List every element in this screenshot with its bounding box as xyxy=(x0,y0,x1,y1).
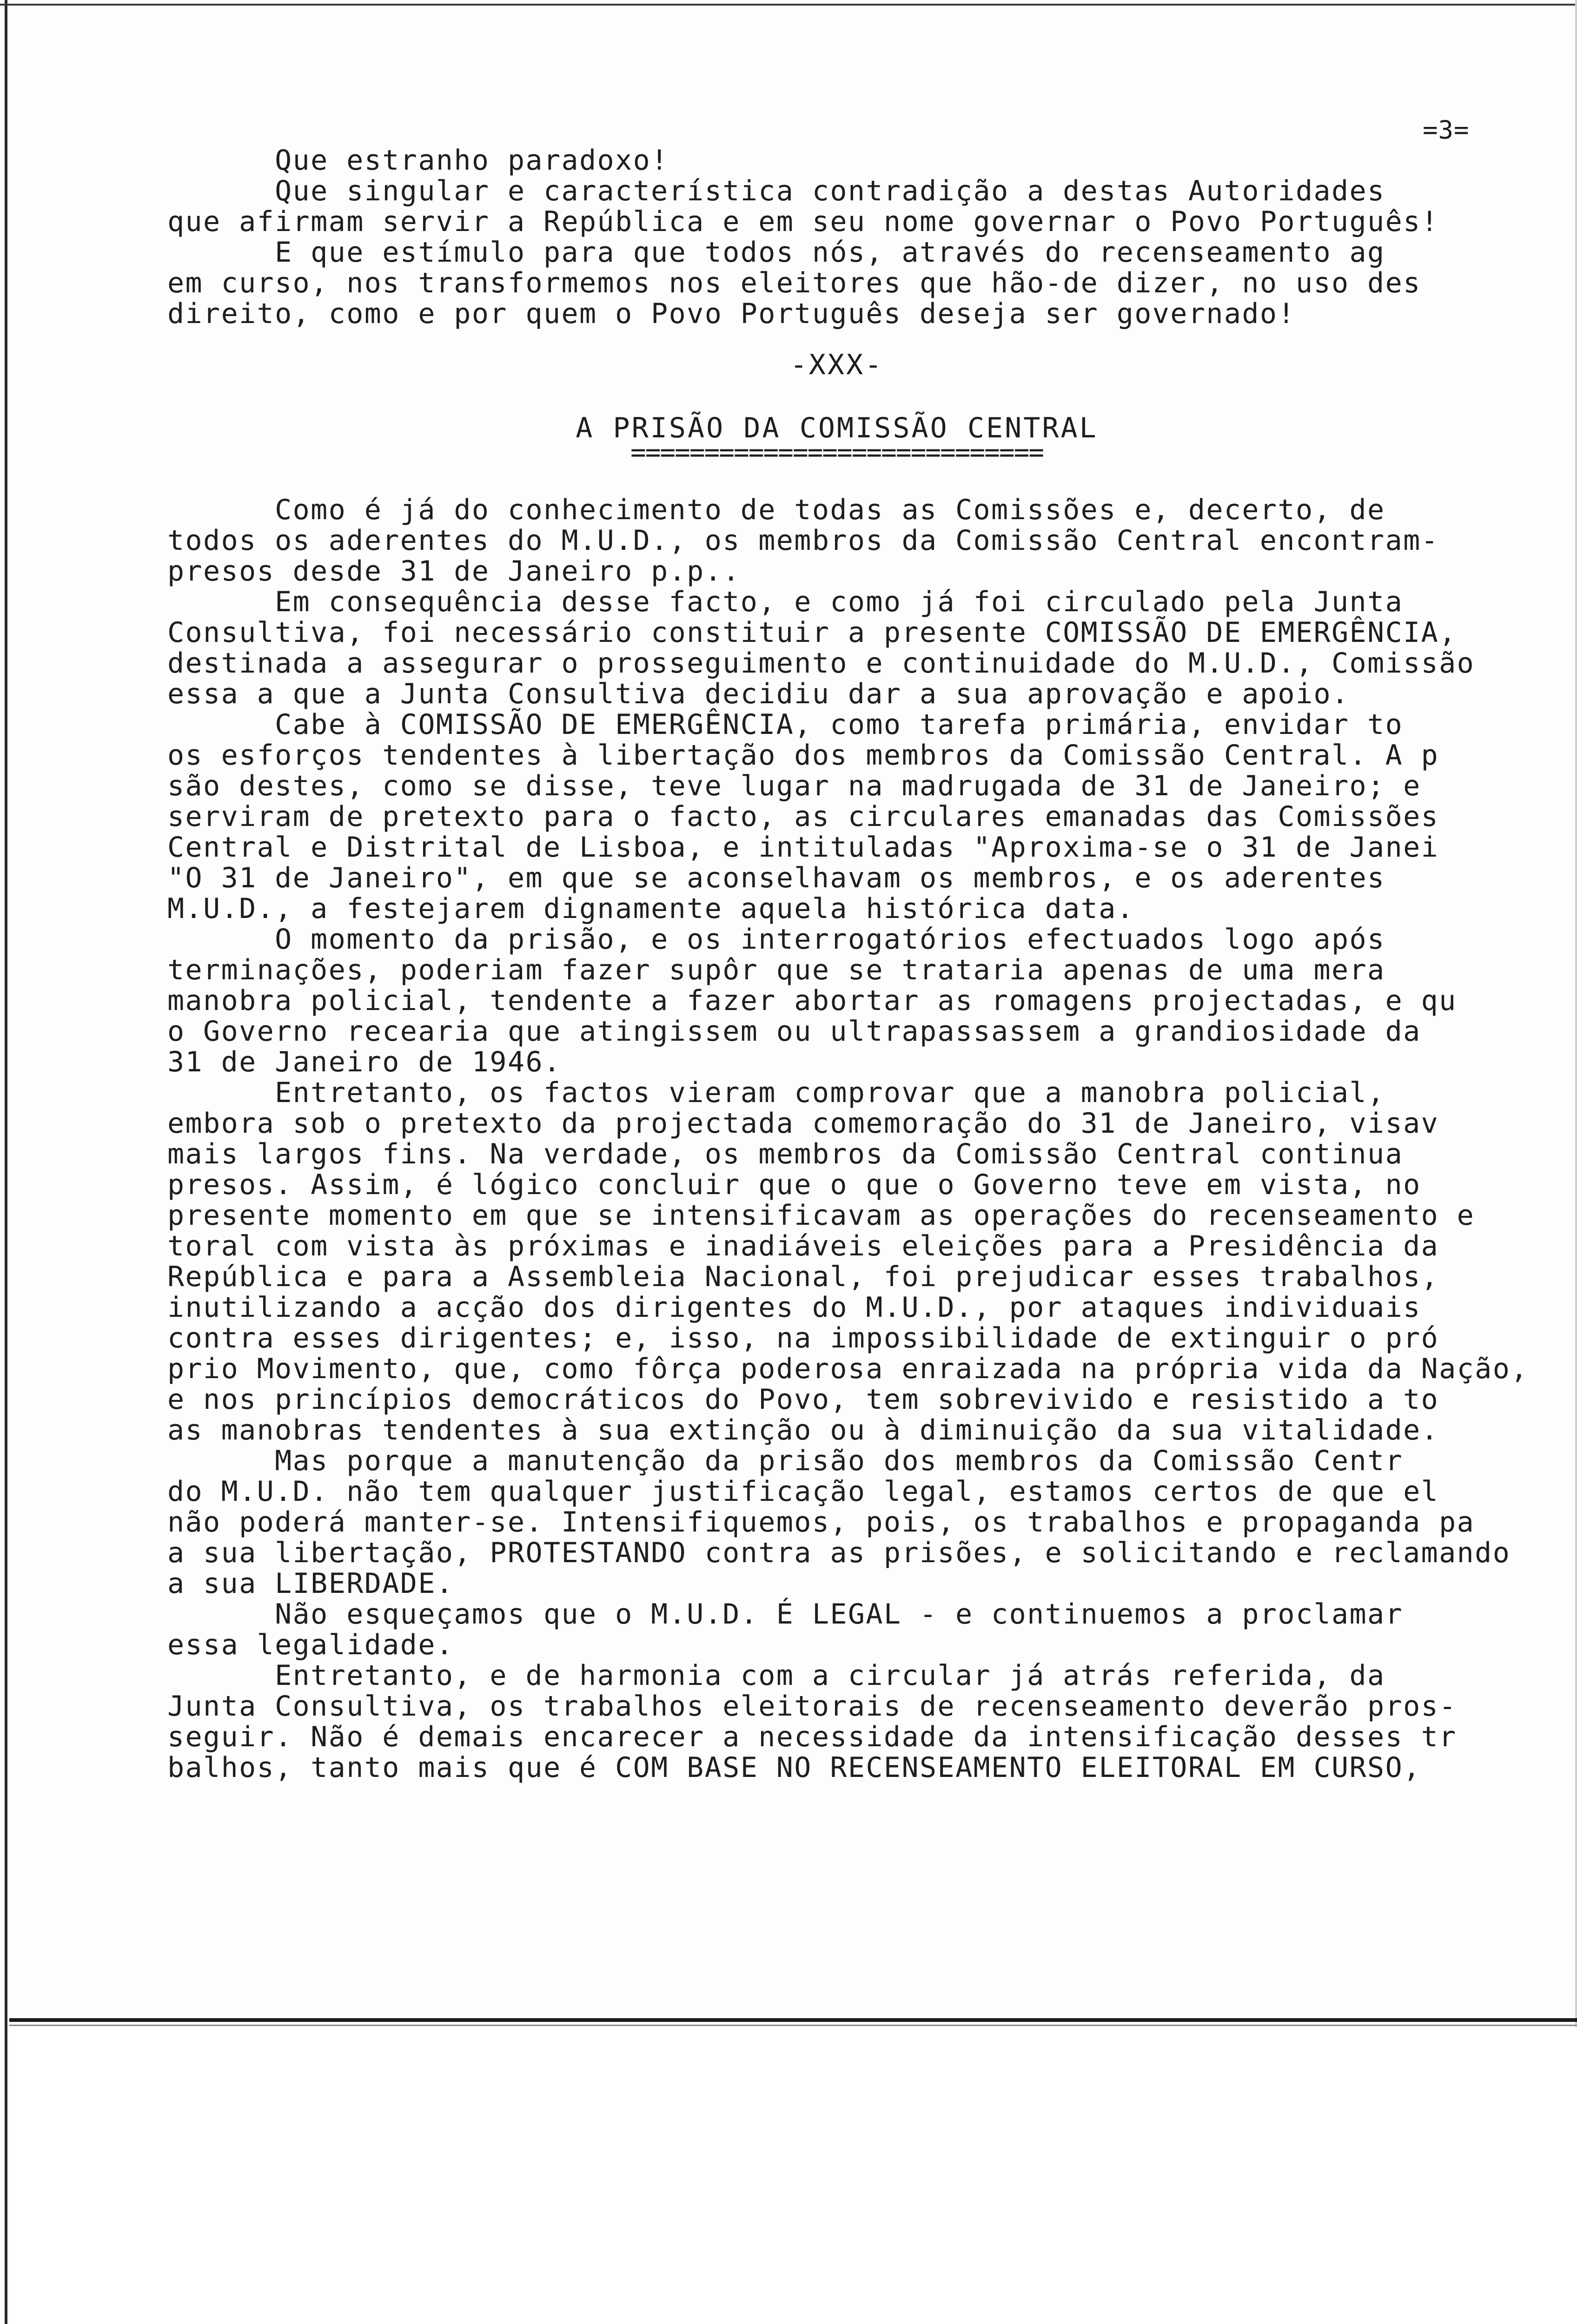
text-line: não poderá manter-se. Intensifiquemos, pois, os trabalhos e propaganda pa xyxy=(167,1506,1475,1538)
page-bottom-rule xyxy=(9,2018,1577,2022)
section-title: A PRISÃO DA COMISSÃO CENTRAL xyxy=(576,412,1098,444)
text-line: Mas porque a manutenção da prisão dos membros da Comissão Centr xyxy=(167,1445,1404,1477)
text-line: Em consequência desse facto, e como já foi circulado pela Junta xyxy=(167,586,1404,618)
text-line: do M.U.D. não tem qualquer justificação legal, estamos certos de que el xyxy=(167,1475,1439,1508)
section-body xyxy=(167,495,1544,1783)
text-line: toral com vista às próximas e inadiáveis eleições para a Presidência da xyxy=(167,1230,1439,1262)
text-line: as manobras tendentes à sua extinção ou à diminuição da sua vitalidade. xyxy=(167,1414,1439,1446)
text-line: Que estranho paradoxo! xyxy=(167,144,669,177)
scan-left-edge xyxy=(5,0,7,2324)
text-line: destinada a assegurar o prosseguimento e continuidade do M.U.D., Comissão xyxy=(167,647,1475,680)
text-line: seguir. Não é demais encarecer a necessidade da intensificação desses tr xyxy=(167,1721,1457,1753)
text-line: essa legalidade. xyxy=(167,1629,454,1661)
text-line: presente momento em que se intensificavam as operações do recenseamento e xyxy=(167,1199,1475,1232)
text-line: balhos, tanto mais que é COM BASE NO RECENSEAMENTO ELEITORAL EM CURSO, xyxy=(167,1751,1421,1784)
text-line: contra esses dirigentes; e, isso, na impossibilidade de extinguir o pró xyxy=(167,1322,1439,1354)
text-line: o Governo recearia que atingissem ou ultrapassassem a grandiosidade da xyxy=(167,1015,1421,1048)
text-line: presos. Assim, é lógico concluir que o que o Governo teve em vista, no xyxy=(167,1169,1421,1201)
text-line: Entretanto, os factos vieram comprovar que a manobra policial, xyxy=(167,1076,1385,1109)
text-line: Não esqueçamos que o M.U.D. É LEGAL - e continuemos a proclamar xyxy=(167,1598,1404,1631)
text-line: são destes, como se disse, teve lugar na madrugada de 31 de Janeiro; e xyxy=(167,770,1421,802)
text-line: República e para a Assembleia Nacional, foi prejudicar esses trabalhos, xyxy=(167,1261,1439,1293)
scan-right-edge xyxy=(1575,0,1577,2324)
text-line: prio Movimento, que, como fôrça poderosa enraizada na própria vida da Nação, xyxy=(167,1353,1529,1385)
page-body xyxy=(167,145,1544,1783)
text-line: 31 de Janeiro de 1946. xyxy=(167,1046,562,1078)
text-line: Junta Consultiva, os trabalhos eleitorais de recenseamento deverão pros- xyxy=(167,1690,1457,1723)
page-bottom-rule-shadow xyxy=(9,2025,1577,2026)
text-line: e nos princípios democráticos do Povo, tem sobrevivido e resistido a to xyxy=(167,1383,1439,1416)
text-line: O momento da prisão, e os interrogatórios efectuados logo após xyxy=(167,923,1385,956)
blank-lower-area xyxy=(9,2027,1577,2324)
text-line: os esforços tendentes à libertação dos membros da Comissão Central. A p xyxy=(167,739,1439,772)
text-line: Entretanto, e de harmonia com a circular já atrás referida, da xyxy=(167,1659,1385,1692)
text-line: que afirmam servir a República e em seu nome governar o Povo Português! xyxy=(167,205,1439,238)
text-line: mais largos fins. Na verdade, os membros da Comissão Central continua xyxy=(167,1138,1404,1170)
text-line: Cabe à COMISSÃO DE EMERGÊNCIA, como tarefa primária, envidar to xyxy=(167,708,1404,741)
text-line: todos os aderentes do M.U.D., os membros da Comissão Central encontram- xyxy=(167,524,1439,557)
text-line: Como é já do conhecimento de todas as Comissões e, decerto, de xyxy=(167,494,1385,526)
page-number: =3= xyxy=(1423,115,1470,145)
text-line: inutilizando a acção dos dirigentes do M.U.D., por ataques individuais xyxy=(167,1291,1421,1324)
text-line: manobra policial, tendente a fazer abortar as romagens projectadas, e qu xyxy=(167,984,1457,1017)
scan-top-edge xyxy=(0,4,1577,6)
intro-paragraph xyxy=(167,145,1544,329)
text-line: M.U.D., a festejarem dignamente aquela histórica data. xyxy=(167,892,1135,925)
section-title-underline: ============================ xyxy=(630,437,1043,468)
text-line: Que singular e característica contradição a destas Autoridades xyxy=(167,175,1385,207)
text-line: a sua LIBERDADE. xyxy=(167,1567,454,1600)
text-line: Central e Distrital de Lisboa, e intituladas "Aproxima-se o 31 de Janei xyxy=(167,831,1439,864)
text-line: Consultiva, foi necessário constituir a presente COMISSÃO DE EMERGÊNCIA, xyxy=(167,616,1457,649)
text-line: terminações, poderiam fazer supôr que se trataria apenas de uma mera xyxy=(167,954,1385,986)
text-line: a sua libertação, PROTESTANDO contra as prisões, e solicitando e reclamando xyxy=(167,1537,1511,1569)
text-line: presos desde 31 de Janeiro p.p.. xyxy=(167,555,741,588)
text-line: serviram de pretexto para o facto, as circulares emanadas das Comissões xyxy=(167,800,1439,833)
section-separator: -XXX- xyxy=(790,349,884,381)
text-line: E que estímulo para que todos nós, através do recenseamento ag xyxy=(167,236,1385,269)
text-line: embora sob o pretexto da projectada comemoração do 31 de Janeiro, visav xyxy=(167,1107,1439,1140)
text-line: direito, como e por quem o Povo Português deseja ser governado! xyxy=(167,297,1296,330)
text-line: "O 31 de Janeiro", em que se aconselhavam os membros, e os aderentes xyxy=(167,862,1385,894)
text-line: em curso, nos transformemos nos eleitores que hão-de dizer, no uso des xyxy=(167,267,1421,299)
text-line: essa a que a Junta Consultiva decidiu dar a sua aprovação e apoio. xyxy=(167,678,1350,710)
